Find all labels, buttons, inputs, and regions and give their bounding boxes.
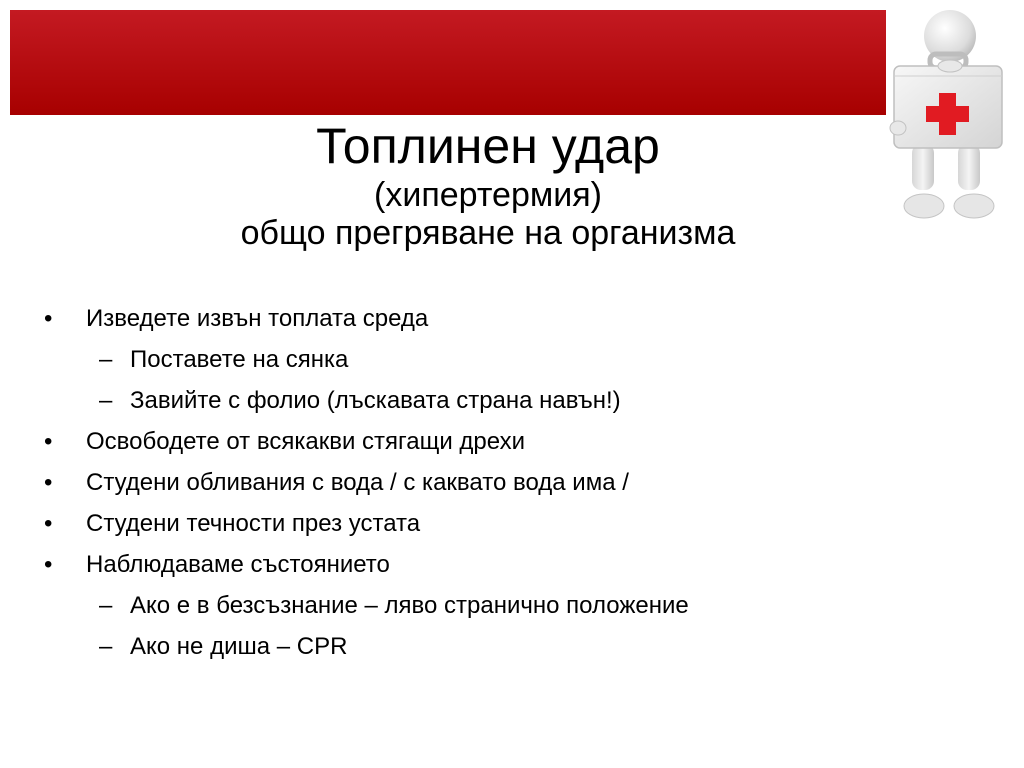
header-banner bbox=[10, 10, 886, 115]
bullet-text: Освободете от всякакви стягащи дрехи bbox=[86, 428, 525, 455]
list-item bbox=[44, 380, 984, 421]
list-item bbox=[44, 585, 984, 626]
bullet-marker: • bbox=[44, 510, 53, 537]
slide-subtitle-line-1: (хипертермия) bbox=[374, 176, 602, 214]
slide-title-block bbox=[150, 116, 826, 252]
list-item bbox=[44, 421, 984, 462]
bullet-text: Студени течности през устата bbox=[86, 510, 421, 537]
bullet-text: Изведете извън топлата среда bbox=[86, 305, 429, 332]
list-item bbox=[44, 503, 984, 544]
sub-bullet-text: Ако е в безсъзнание – ляво странично положение bbox=[130, 592, 689, 619]
sub-bullet-text: Завийте с фолио (лъскавата страна навън!) bbox=[130, 387, 621, 414]
first-aid-kit-person-icon bbox=[888, 6, 1012, 224]
list-item bbox=[44, 544, 984, 585]
list-item bbox=[44, 462, 984, 503]
bullet-marker: • bbox=[44, 305, 53, 332]
bullet-marker: • bbox=[44, 469, 53, 496]
dash-marker: – bbox=[99, 633, 113, 660]
slide-subtitle-line-2: общо прегряване на организма bbox=[240, 214, 736, 252]
dash-marker: – bbox=[99, 592, 113, 619]
list-item bbox=[44, 626, 984, 667]
bullet-marker: • bbox=[44, 428, 53, 455]
sub-bullet-text: Ако не диша – CPR bbox=[130, 633, 348, 660]
list-item bbox=[44, 339, 984, 380]
bullet-list bbox=[44, 298, 984, 667]
slide-title: Топлинен удар bbox=[316, 118, 660, 174]
bullet-text: Наблюдаваме състоянието bbox=[86, 551, 390, 578]
list-item bbox=[44, 298, 984, 339]
bullet-text: Студени обливания с вода / с каквато вода има / bbox=[86, 469, 629, 496]
sub-bullet-text: Поставете на сянка bbox=[130, 346, 349, 373]
bullet-marker: • bbox=[44, 551, 53, 578]
dash-marker: – bbox=[99, 346, 113, 373]
dash-marker: – bbox=[99, 387, 113, 414]
